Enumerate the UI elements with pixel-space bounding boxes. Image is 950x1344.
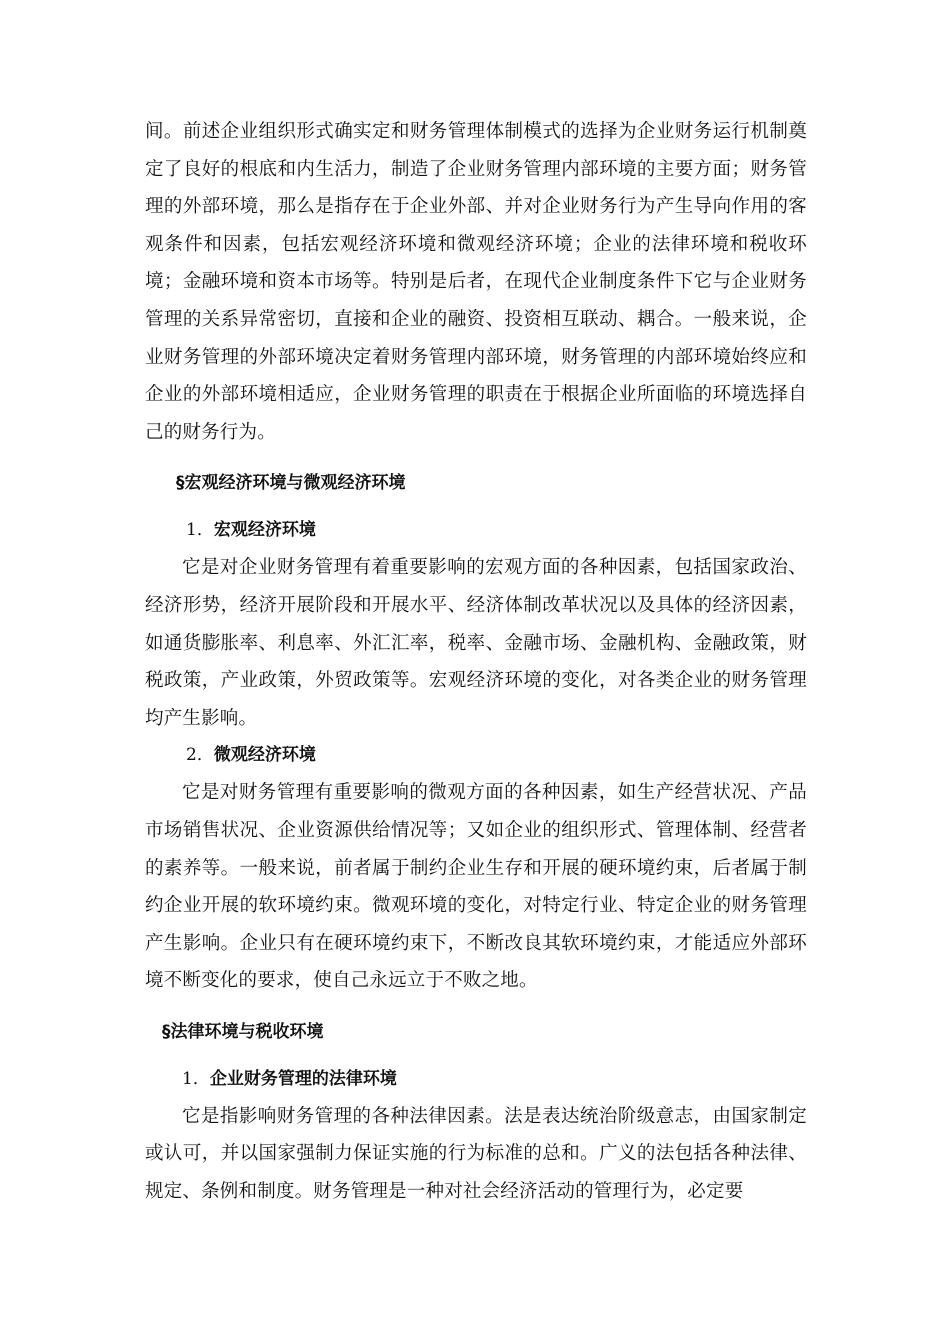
section-heading-legal-tax: §法律环境与税收环境 bbox=[162, 1021, 324, 1042]
subsection-number: 1． bbox=[182, 1068, 210, 1089]
subsection-title: 微观经济环境 bbox=[213, 745, 316, 766]
subsection-number: 2． bbox=[186, 745, 214, 766]
legal-paragraph: 它是指影响财务管理的各种法律因素。法是表达统治阶级意志，由国家制定或认可，并以国家强制力保证实施的行为标准的总和。广义的法包括各种法律、规定、条例和制度。财务管理是一种对社会经济活动的管理行为，必定要 bbox=[145, 1105, 807, 1203]
subsection-heading-macro bbox=[186, 512, 807, 549]
subsection-heading-legal bbox=[182, 1061, 807, 1098]
page-content bbox=[145, 113, 807, 1211]
micro-paragraph: 它是对财务管理有重要影响的微观方面的各种因素，如生产经营状况、产品市场销售状况、企业资源供给情况等；又如企业的组织形式、管理体制、经营者的素养等。一般来说，前者属于制约企业生存和开展的硬环境约束，后者属于制约企业开展的软环境约束。微观环境的变化，对特定行业、特定企业的财务管理产生影响。企业只有在硬环境约束下，不断改良其软环境约束，才能适应外部环境不断变化的要求，使自己永远立于不败之地。 bbox=[145, 782, 807, 992]
subsection-title: 企业财务管理的法律环境 bbox=[209, 1068, 397, 1089]
intro-paragraph: 间。前述企业组织形式确实定和财务管理体制模式的选择为企业财务运行机制奠定了良好的根底和内生活力，制造了企业财务管理内部环境的主要方面；财务管理的外部环境，那么是指存在于企业外部、并对企业财务行为产生导向作用的客观条件和因素，包括宏观经济环境和微观经济环境；企业的法律环境和税收环境；金融环境和资本市场等。特别是后者，在现代企业制度条件下它与企业财务管理的关系异常密切，直接和企业的融资、投资相互联动、耦合。一般来说，企业财务管理的外部环境决定着财务管理内部环境，财务管理的内部环境始终应和企业的外部环境相适应，企业财务管理的职责在于根据企业所面临的环境选择自己的财务行为。 bbox=[145, 121, 807, 443]
subsection-heading-micro bbox=[186, 737, 807, 774]
subsection-title: 宏观经济环境 bbox=[213, 520, 316, 541]
macro-paragraph: 它是对企业财务管理有着重要影响的宏观方面的各种因素，包括国家政治、经济形势，经济开展阶段和开展水平、经济体制改革状况以及具体的经济因素，如通货膨胀率、利息率、外汇汇率，税率、金融市场、金融机构、金融政策，财税政策，产业政策，外贸政策等。宏观经济环境的变化，对各类企业的财务管理均产生影响。 bbox=[145, 557, 807, 729]
subsection-number: 1． bbox=[186, 520, 214, 541]
section-heading-macro-micro: §宏观经济环境与微观经济环境 bbox=[176, 473, 406, 494]
